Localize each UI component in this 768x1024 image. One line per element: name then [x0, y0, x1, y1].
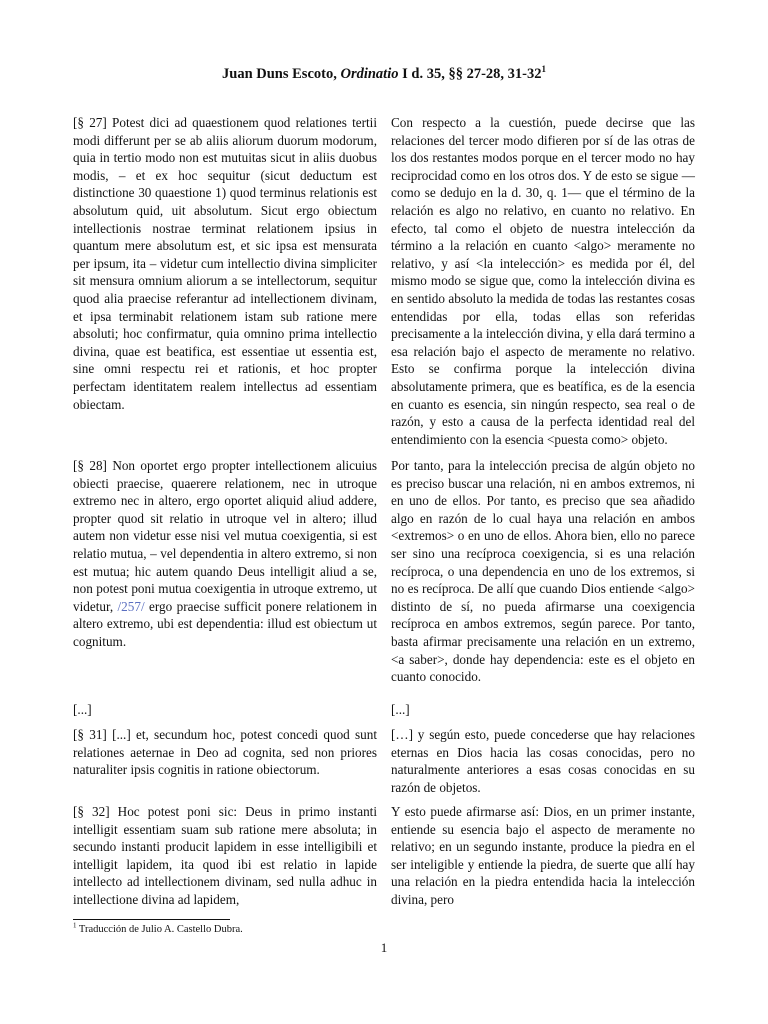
spanish-text-28: Por tanto, para la intelección precisa de algún objeto no es preciso buscar una relación, ni en ambos extremos, ni en uno de ellos. Por tanto, es preciso que sea añadido algo en razón de lo cual haya una relación en ambos <extremos> o en uno de ellos. Ahora bien, ello no parece ser sino una recíproca coexigencia, si es una relación recíproca, o una dependencia en uno de los extremos, si no es recíproca. De allí que cuando Dios entiende <algo> distinto de sí, no pueda afirmarse una coexigencia recíproca en ambos extremos, según parece. Por tanto, basta afirmar precisamente una relación en un extremo, <a saber>, donde hay dependencia: este es el objeto en cuanto conocido.: [391, 458, 695, 685]
latin-ellipsis-text: [...]: [73, 702, 92, 717]
title-author: Juan Duns Escoto,: [222, 66, 341, 82]
spanish-text-32: Y esto puede afirmarse así: Dios, en un primer instante, entiende su esencia bajo el aspecto de meramente no relativo; en un segundo instante, produce la piedra en el ser inteligible y entiende la piedra, de suerte que allí hay una relación en la piedra entendida hacia la intelección divina, pero: [391, 804, 695, 907]
spanish-paragraph-32: [391, 803, 695, 909]
latin-ellipsis: [73, 701, 377, 719]
spanish-ellipsis: [391, 701, 695, 719]
edition-page-reference: /257/: [117, 598, 145, 614]
spanish-ellipsis-text: [...]: [391, 702, 410, 717]
spanish-paragraph-31: [391, 726, 695, 796]
latin-text-28-part-2: ergo praecise sufficit ponere relationem in altero extremo, ubi est dependentia: illud est obiectum ut cognitum.: [73, 598, 377, 649]
latin-paragraph-31: [73, 726, 377, 779]
latin-text-27: [§ 27] Potest dici ad quaestionem quod relationes tertii modi differunt per se ab aliis aliorum duorum modorum, quia in tertio modo non est mutuitas sicut in aliis duobus modis, – et ex hoc sequitur (sicut deductum est distinctione 30 quaestione 1) quod terminus relationis est absolutum quid, uit absolutum. Sicut ergo obiectum intellectionis nostrae terminat relationem ipsius in quantum mere absolutum est, et sic ipsa est mensurata per ipsum, ita – videtur cum intellectio divina simpliciter sit mensura omnium aliorum a se intellectorum, sequitur quod alia praecise referantur ad intellectionem divinam, et ipsa terminabit relationem istam sub ratione mere absoluti; hoc confirmatur, quia omnino prima intellectio divina, quae est beatifica, est essentiae ut essentia est, sine omni respectu rei et rationis, et hoc propter perfectam identitatem realem intellectus ad essentiam obiectam.: [73, 115, 377, 412]
latin-text-31: [§ 31] [...] et, secundum hoc, potest concedi quod sunt relationes aeternae in Deo ad cognita, sed non priores naturaliter ipsis cognitis in ratione obiectorum.: [73, 727, 377, 778]
footnote-marker: 1: [73, 921, 77, 930]
title-work: Ordinatio: [340, 66, 399, 82]
latin-paragraph-28: [73, 457, 377, 651]
footnote-divider: [73, 919, 230, 920]
latin-text-32: [§ 32] Hoc potest poni sic: Deus in primo instanti intelligit essentiam suam sub ratione mere absoluta; in secundo instanti producit lapidem in esse intelligibili et intelligit lapidem, ita quod ibi est relatio in lapide intellecto ad intellectionem divinam, sed nulla adhuc in intellectione divina ad lapidem,: [73, 804, 377, 907]
footnote: [73, 923, 243, 936]
spanish-paragraph-28: [391, 457, 695, 686]
spanish-paragraph-27: [391, 114, 695, 448]
title-footnote-marker: 1: [541, 64, 546, 75]
spanish-text-27: Con respecto a la cuestión, puede decirse que las relaciones del tercer modo difieren por sí de las otras de los dos restantes modos porque en el tercer modo no hay reciprocidad como en los otros dos. Y de esto se sigue —como se dedujo en la d. 30, q. 1— que el término de la relación es algo no relativo, en cuanto no relativo. En efecto, tal como el objeto de nuestra intelección da término a la relación en cuanto <algo> meramente no relativo, y así <la intelección> es medida por él, del mismo modo se sigue que, como la intelección divina es en sentido absoluto la medida de todas las restantes cosas entendidas por ella, todas ellas son referidas precisamente a la intelección divina, y ella dará termino a esa relación bajo el aspecto de meramente no relativo. Esto se confirma porque la intelección divina absolutamente primera, que es beatífica, es de la esencia en cuanto es esencia, sin ningún respecto, sea real o de razón, y esto a causa de la perfecta identidad real del entendimiento con la esencia <puesta como> objeto.: [391, 115, 695, 447]
latin-paragraph-32: [73, 803, 377, 909]
page-number: 1: [380, 940, 388, 955]
latin-paragraph-27: [73, 114, 377, 413]
latin-text-28: [73, 457, 377, 651]
document-title: [0, 66, 768, 83]
latin-text-28-part-1: [§ 28] Non oportet ergo propter intellectionem alicuius obiecti praecise, quaerere relationem, nec in utroque extremo nec in altero, ergo oportet aliquid aliud addere, propter quod sit relatio in utroque vel in altero; illud autem non videtur esse nisi vel mutua coexigentia, si est relatio mutua, – vel dependentia in altero extremo, si non est mutua; hic autem quando Deus intelligit aliud a se, non potest poni mutua coexigentia in utroque extremo, ut videtur,: [73, 458, 377, 614]
footnote-text: Traducción de Julio A. Castello Dubra.: [76, 924, 243, 935]
title-reference: I d. 35, §§ 27-28, 31-32: [398, 66, 542, 82]
spanish-text-31: […] y según esto, puede concederse que hay relaciones eternas en Dios hacia las cosas conocidas, pero no naturalmente anteriores a esas cosas conocidas en su razón de objetos.: [391, 727, 695, 795]
